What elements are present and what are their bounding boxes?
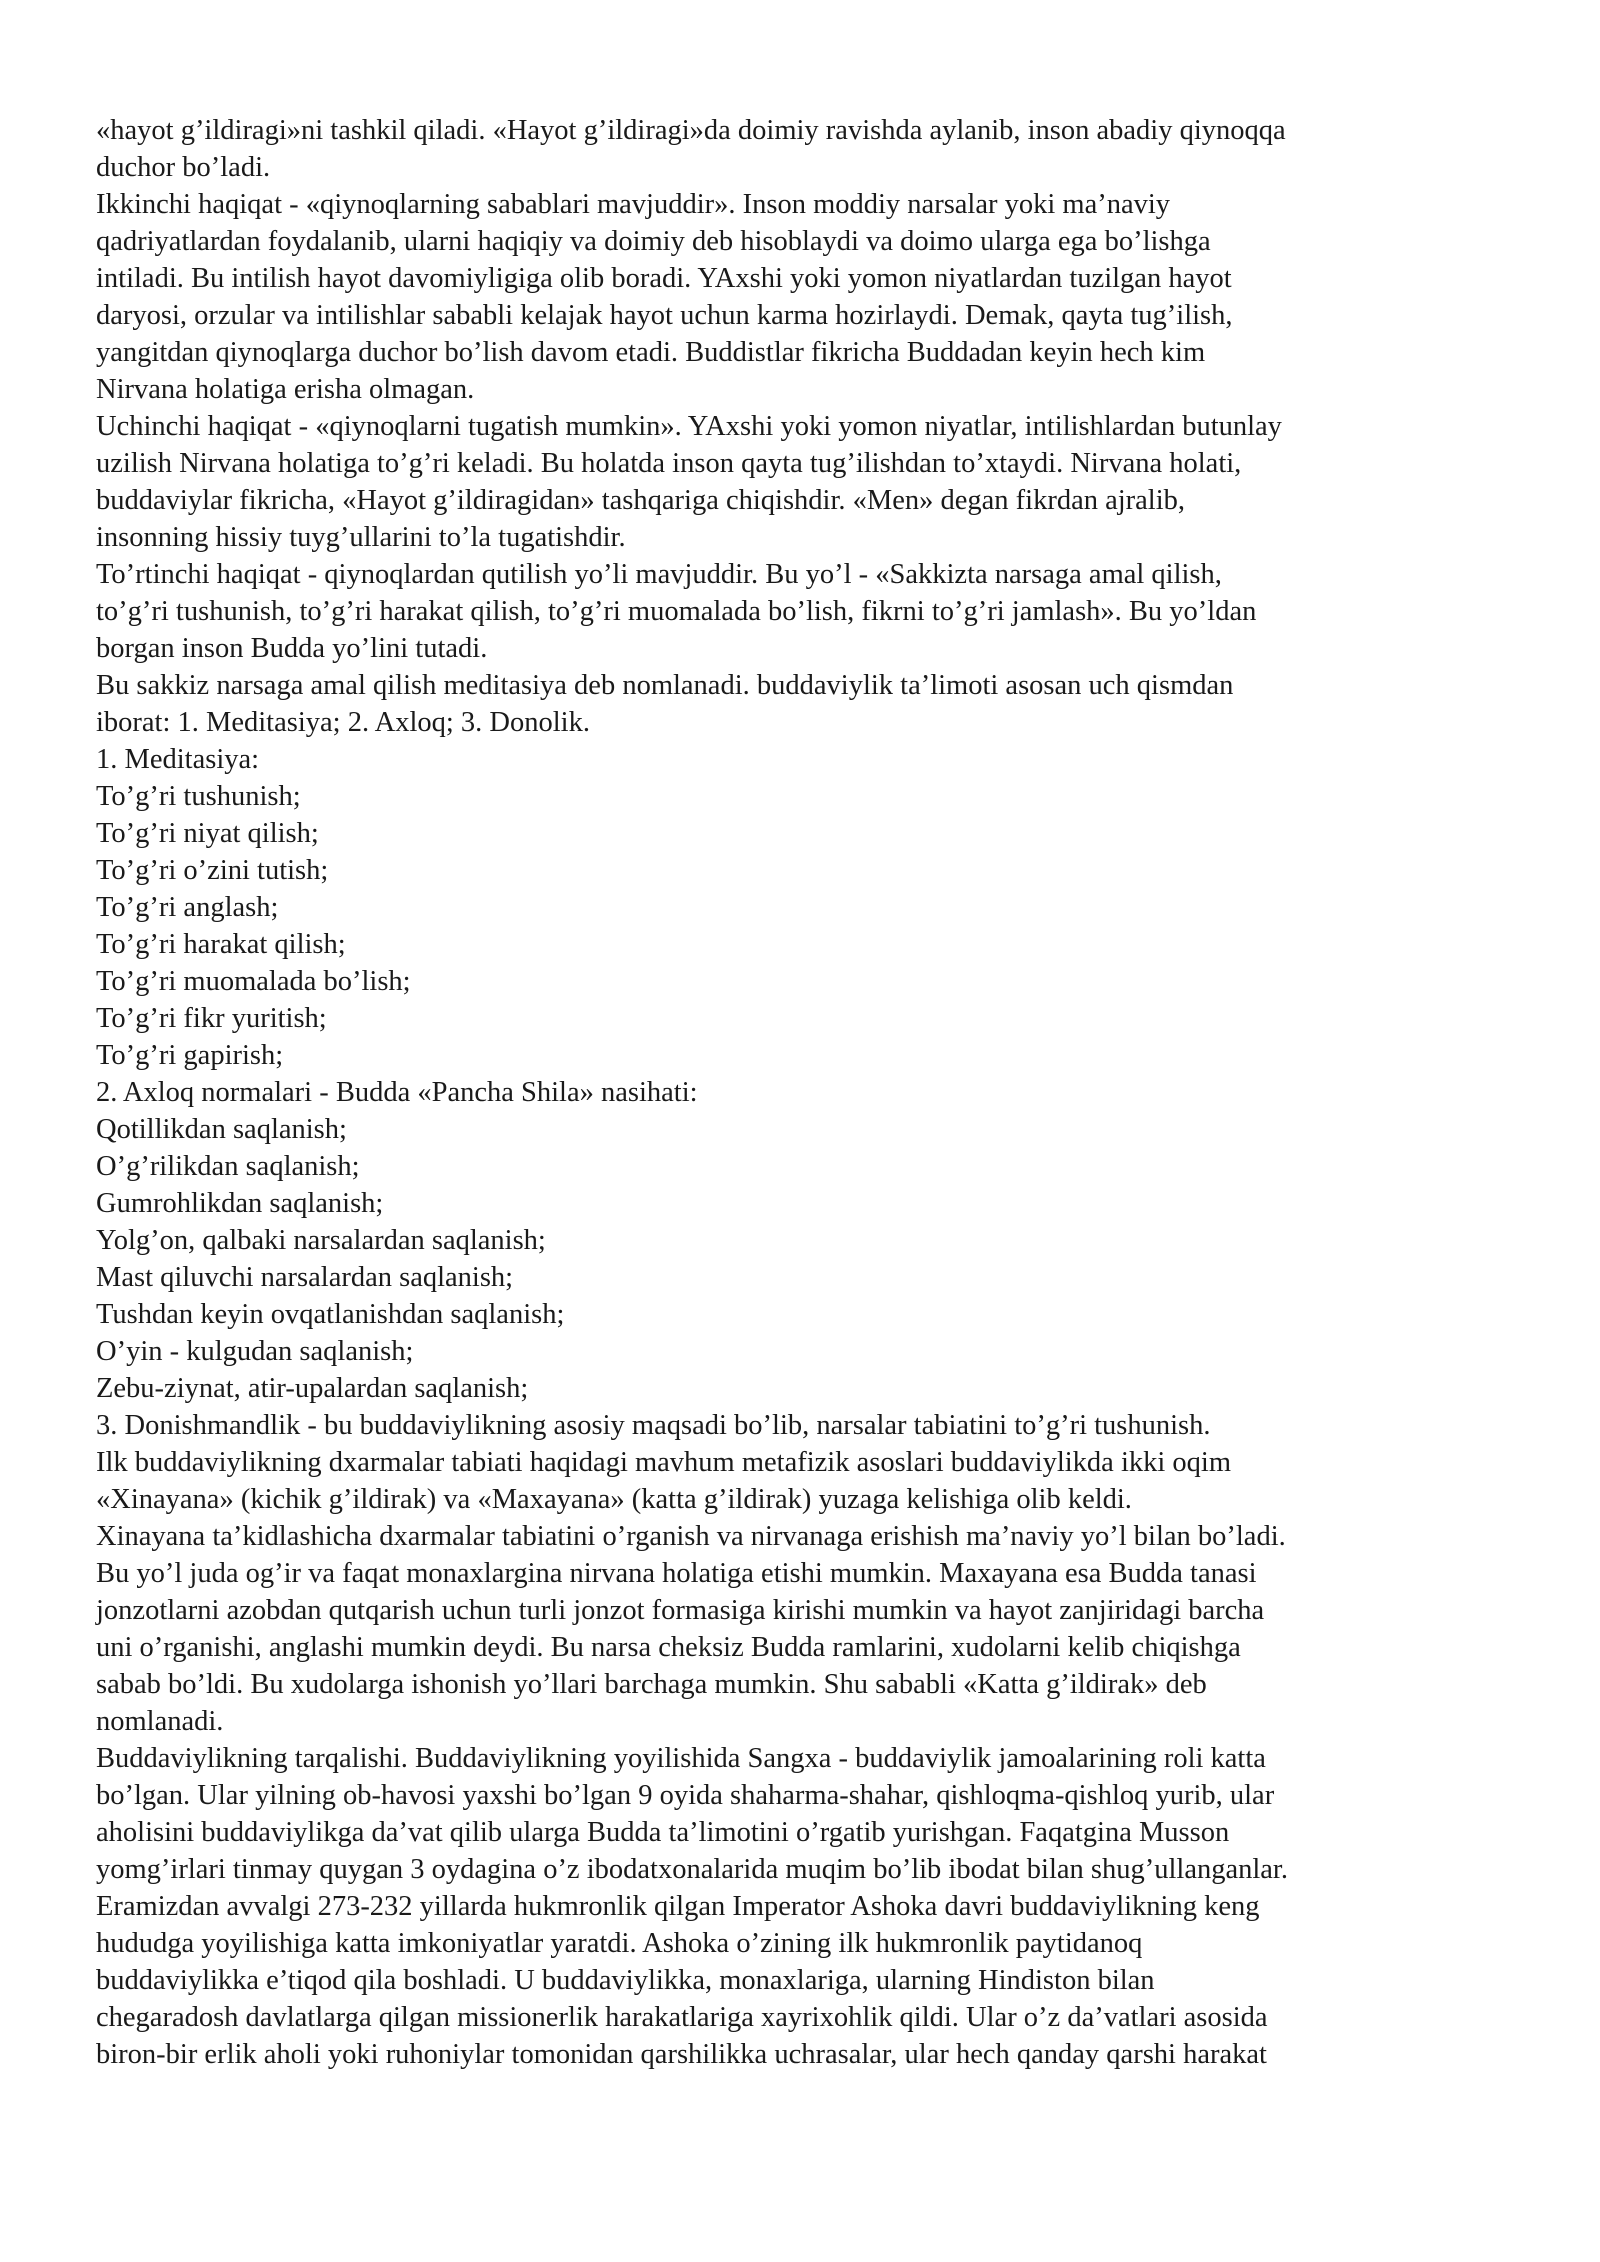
- text-line: uzilish Nirvana holatiga to’g’ri keladi. Bu holatda inson qayta tug’ilishdan to’xtaydi. Nirvana holati,: [96, 448, 1242, 479]
- text-line: Tushdan keyin ovqatlanishdan saqlanish;: [96, 1299, 565, 1330]
- text-line: 1. Meditasiya:: [96, 744, 260, 775]
- text-line: O’yin - kulgudan saqlanish;: [96, 1336, 414, 1367]
- text-line: to’g’ri tushunish, to’g’ri harakat qilish, to’g’ri muomalada bo’lish, fikrni to’g’ri jamlash». Bu yo’ldan: [96, 596, 1257, 627]
- text-line: qadriyatlardan foydalanib, ularni haqiqiy va doimiy deb hisoblaydi va doimo ularga ega bo’lishga: [96, 226, 1211, 257]
- text-line: sabab bo’ldi. Bu xudolarga ishonish yo’llari barchaga mumkin. Shu sababli «Katta g’ildirak» deb: [96, 1669, 1207, 1700]
- text-line: buddaviylar fikricha, «Hayot g’ildiragidan» tashqariga chiqishdir. «Men» degan fikrdan ajralib,: [96, 485, 1186, 516]
- text-line: yangitdan qiynoqlarga duchor bo’lish davom etadi. Buddistlar fikricha Buddadan keyin hech kim: [96, 337, 1206, 368]
- text-line: To’g’ri o’zini tutish;: [96, 855, 329, 886]
- text-line: intiladi. Bu intilish hayot davomiyligiga olib boradi. YAxshi yoki yomon niyatlardan tuzilgan hayot: [96, 263, 1232, 294]
- text-line: To’g’ri niyat qilish;: [96, 818, 319, 849]
- text-line: Xinayana ta’kidlashicha dxarmalar tabiatini o’rganish va nirvanaga erishish ma’naviy yo’l bilan bo’ladi.: [96, 1521, 1286, 1552]
- text-line: nomlanadi.: [96, 1706, 224, 1737]
- text-line: uni o’rganishi, anglashi mumkin deydi. Bu narsa cheksiz Budda ramlarini, xudolarni kelib chiqishga: [96, 1632, 1241, 1663]
- text-line: Ikkinchi haqiqat - «qiynoqlarning sabablari mavjuddir». Inson moddiy narsalar yoki ma’naviy: [96, 189, 1171, 220]
- text-line: chegaradosh davlatlarga qilgan missionerlik harakatlariga xayrixohlik qildi. Ular o’z da’vatlari asosida: [96, 2002, 1268, 2033]
- text-line: jonzotlarni azobdan qutqarish uchun turli jonzot formasiga kirishi mumkin va hayot zanjiridagi barcha: [96, 1595, 1265, 1626]
- text-line: «Xinayana» (kichik g’ildirak) va «Maxayana» (katta g’ildirak) yuzaga kelishiga olib keldi.: [96, 1484, 1132, 1515]
- text-line: Bu sakkiz narsaga amal qilish meditasiya deb nomlanadi. buddaviylik ta’limoti asosan uch qismdan: [96, 670, 1234, 701]
- text-line: iborat: 1. Meditasiya; 2. Axloq; 3. Donolik.: [96, 707, 590, 738]
- text-line: hududga yoyilishiga katta imkoniyatlar yaratdi. Ashoka o’zining ilk hukmronlik paytidanoq: [96, 1928, 1143, 1959]
- text-line: To’rtinchi haqiqat - qiynoqlardan qutilish yo’li mavjuddir. Bu yo’l - «Sakkizta narsaga amal qilish,: [96, 559, 1222, 590]
- text-line: Eramizdan avvalgi 273-232 yillarda hukmronlik qilgan Imperator Ashoka davri buddaviylikning keng: [96, 1891, 1260, 1922]
- text-line: 3. Donishmandlik - bu buddaviylikning asosiy maqsadi bo’lib, narsalar tabiatini to’g’ri tushunish.: [96, 1410, 1211, 1441]
- text-line: Buddaviylikning tarqalishi. Buddaviylikning yoyilishida Sangxa - buddaviylik jamoalarining roli katta: [96, 1743, 1266, 1774]
- text-line: Uchinchi haqiqat - «qiynoqlarni tugatish mumkin». YAxshi yoki yomon niyatlar, intilishlardan butunlay: [96, 411, 1282, 442]
- text-line: To’g’ri harakat qilish;: [96, 929, 346, 960]
- text-line: O’g’rilikdan saqlanish;: [96, 1151, 360, 1182]
- text-line: Gumrohlikdan saqlanish;: [96, 1188, 384, 1219]
- text-line: buddaviylikka e’tiqod qila boshladi. U buddaviylikka, monaxlariga, ularning Hindiston bilan: [96, 1965, 1155, 1996]
- text-line: insonning hissiy tuyg’ullarini to’la tugatishdir.: [96, 522, 626, 553]
- text-line: Bu yo’l juda og’ir va faqat monaxlargina nirvana holatiga etishi mumkin. Maxayana esa Budda tanasi: [96, 1558, 1257, 1589]
- text-line: Zebu-ziynat, atir-upalardan saqlanish;: [96, 1373, 529, 1404]
- text-line: duchor bo’ladi.: [96, 152, 271, 183]
- text-line: «hayot g’ildiragi»ni tashkil qiladi. «Hayot g’ildiragi»da doimiy ravishda aylanib, inson abadiy qiynoqqa: [96, 115, 1286, 146]
- text-line: To’g’ri gapirish;: [96, 1040, 284, 1071]
- text-line: To’g’ri muomalada bo’lish;: [96, 966, 411, 997]
- text-line: Ilk buddaviylikning dxarmalar tabiati haqidagi mavhum metafizik asoslari buddaviylikda ikki oqim: [96, 1447, 1231, 1478]
- text-line: To’g’ri fikr yuritish;: [96, 1003, 327, 1034]
- text-line: Mast qiluvchi narsalardan saqlanish;: [96, 1262, 514, 1293]
- text-line: daryosi, orzular va intilishlar sababli kelajak hayot uchun karma hozirlaydi. Demak, qayta tug’ilish,: [96, 300, 1233, 331]
- text-line: To’g’ri tushunish;: [96, 781, 301, 812]
- text-line: biron-bir erlik aholi yoki ruhoniylar tomonidan qarshilikka uchrasalar, ular hech qanday qarshi harakat: [96, 2039, 1267, 2070]
- text-line: Qotillikdan saqlanish;: [96, 1114, 347, 1145]
- text-line: 2. Axloq normalari - Budda «Pancha Shila» nasihati:: [96, 1077, 698, 1108]
- text-line: bo’lgan. Ular yilning ob-havosi yaxshi bo’lgan 9 oyida shaharma-shahar, qishloqma-qishloq yurib, ular: [96, 1780, 1275, 1811]
- text-line: Nirvana holatiga erisha olmagan.: [96, 374, 475, 405]
- document-page: [96, 112, 1476, 2073]
- text-line: yomg’irlari tinmay quygan 3 oydagina o’z ibodatxonalarida muqim bo’lib ibodat bilan shug’ullanganlar.: [96, 1854, 1288, 1885]
- text-line: To’g’ri anglash;: [96, 892, 279, 923]
- text-line: aholisini buddaviylikga da’vat qilib ularga Budda ta’limotini o’rgatib yurishgan. Faqatgina Musson: [96, 1817, 1230, 1848]
- text-line: borgan inson Budda yo’lini tutadi.: [96, 633, 488, 664]
- text-line: Yolg’on, qalbaki narsalardan saqlanish;: [96, 1225, 546, 1256]
